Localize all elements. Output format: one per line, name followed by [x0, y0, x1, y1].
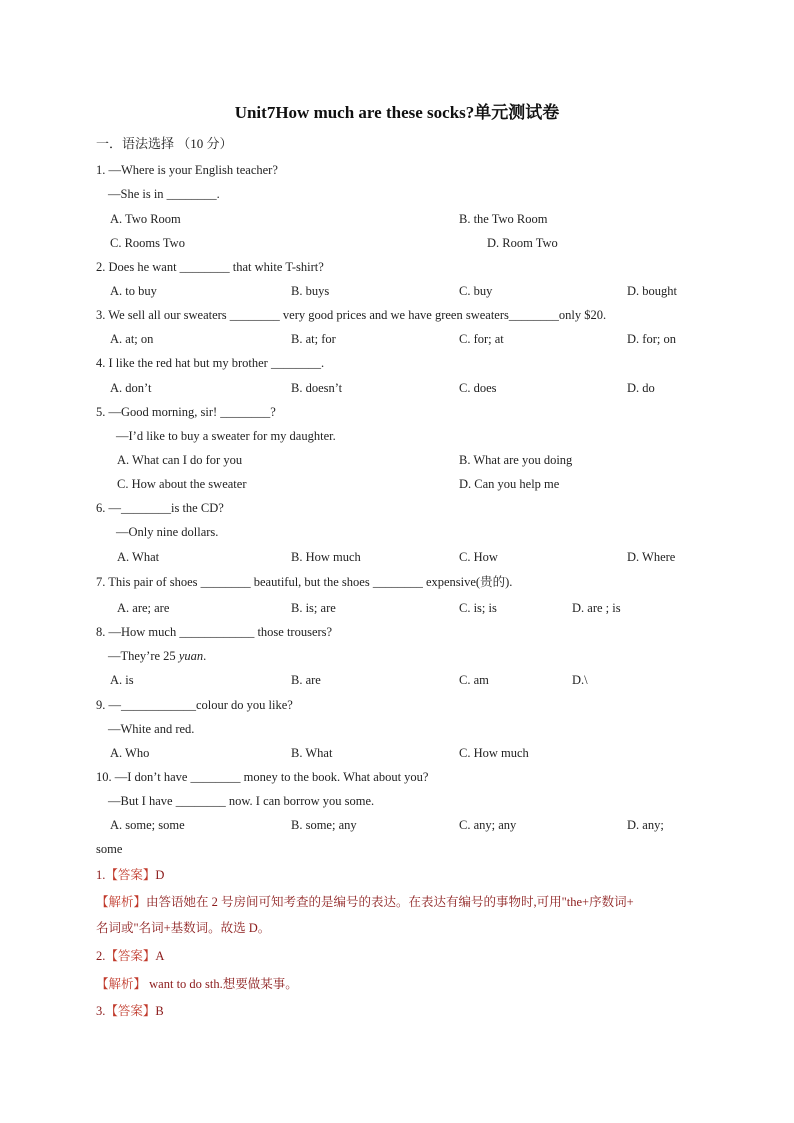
question-5-option-a: A. What can I do for you	[117, 453, 243, 467]
question-3-option-c: C. for; at	[459, 332, 504, 346]
question-1-dialogue: —She is in ________.	[108, 187, 220, 201]
question-10-dialogue: —But I have ________ now. I can borrow you some.	[108, 794, 375, 808]
question-2-option-d: D. bought	[627, 284, 677, 298]
question-5-dialogue: —I’d like to buy a sweater for my daughter.	[116, 429, 336, 443]
question-8-dialogue-post: .	[203, 649, 207, 663]
question-8-option-d: D.\	[572, 673, 588, 687]
question-7-option-d: D. are ; is	[572, 601, 621, 615]
question-3-option-b: B. at; for	[291, 332, 336, 346]
question-10-option-d-wrap: some	[96, 842, 123, 856]
question-8-option-b: B. are	[291, 673, 321, 687]
question-8-dialogue-italic: yuan	[178, 649, 204, 663]
question-5: 5. —Good morning, sir! ________?	[96, 405, 276, 419]
question-9: 9. —____________colour do you like?	[96, 698, 293, 712]
explanation-1	[96, 894, 634, 910]
question-6-option-d: D. Where	[627, 550, 676, 564]
question-9-option-a: A. Who	[110, 746, 150, 760]
question-4-option-b: B. doesn’t	[291, 381, 343, 395]
question-1-option-d: D. Room Two	[487, 236, 558, 250]
question-5-option-d: D. Can you help me	[459, 477, 560, 491]
question-10: 10. —I don’t have ________ money to the book. What about you?	[96, 770, 429, 784]
question-6-option-c: C. How	[459, 550, 498, 564]
answer-2-num: 2.	[96, 949, 106, 963]
page-title: Unit7How much are these socks?单元测试卷	[234, 103, 560, 122]
question-2-option-b: B. buys	[291, 284, 330, 298]
explanation-1-cont: 名词或"名词+基数词。故选 D。	[96, 921, 271, 935]
question-9-option-b: B. What	[291, 746, 333, 760]
question-3: 3. We sell all our sweaters ________ very good prices and we have green sweaters________only $20.	[96, 308, 607, 322]
question-9-option-c: C. How much	[459, 746, 529, 760]
question-7-option-a: A. are; are	[117, 601, 170, 615]
explanation-2-text: want to do sth.想要做某事。	[146, 977, 298, 991]
question-1-option-b: B. the Two Room	[459, 212, 548, 226]
answer-2-value: A	[155, 949, 165, 963]
question-3-option-d: D. for; on	[627, 332, 676, 346]
answer-1-num: 1.	[96, 868, 106, 882]
question-6-option-a: A. What	[117, 550, 160, 564]
question-1-option-c: C. Rooms Two	[110, 236, 185, 250]
question-7: 7. This pair of shoes ________ beautiful, but the shoes ________ expensive(贵的).	[96, 575, 513, 589]
section-heading: 一．语法选择 （10 分）	[96, 136, 233, 151]
explanation-1-tag: 【解析】	[96, 895, 147, 909]
question-2: 2. Does he want ________ that white T-shirt?	[96, 260, 324, 274]
explanation-2-tag: 【解析】	[96, 977, 147, 991]
question-10-option-d: D. any;	[627, 818, 664, 832]
question-2-option-c: C. buy	[459, 284, 493, 298]
question-1: 1. —Where is your English teacher?	[96, 163, 278, 177]
question-10-option-a: A. some; some	[110, 818, 185, 832]
question-5-option-b: B. What are you doing	[459, 453, 573, 467]
answer-3-num: 3.	[96, 1004, 106, 1018]
question-6: 6. —________is the CD?	[96, 501, 224, 515]
question-4-option-c: C. does	[459, 381, 497, 395]
question-8: 8. —How much ____________ those trousers?	[96, 625, 333, 639]
question-9-dialogue: —White and red.	[108, 722, 195, 736]
answer-3-value: B	[155, 1004, 164, 1018]
question-2-option-a: A. to buy	[110, 284, 157, 298]
question-6-option-b: B. How much	[291, 550, 361, 564]
answer-2-tag: 【答案】	[105, 949, 156, 963]
question-10-option-c: C. any; any	[459, 818, 517, 832]
question-7-option-b: B. is; are	[291, 601, 336, 615]
answer-1	[96, 867, 164, 883]
answer-3-tag: 【答案】	[105, 1004, 156, 1018]
question-10-option-b: B. some; any	[291, 818, 357, 832]
question-3-option-a: A. at; on	[110, 332, 154, 346]
question-4-option-d: D. do	[627, 381, 655, 395]
answer-1-value: D	[155, 868, 165, 882]
question-7-option-c: C. is; is	[459, 601, 497, 615]
question-8-dialogue-pre: —They’re 25	[108, 649, 179, 663]
answer-3	[96, 1003, 164, 1019]
question-4: 4. I like the red hat but my brother ________.	[96, 356, 325, 370]
answer-1-tag: 【答案】	[105, 868, 156, 882]
question-8-option-c: C. am	[459, 673, 489, 687]
question-4-option-a: A. don’t	[110, 381, 152, 395]
explanation-1-text: 由答语她在 2 号房间可知考查的是编号的表达。在表达有编号的事物时,可用"the+序数词+	[146, 895, 634, 909]
question-1-option-a: A. Two Room	[110, 212, 181, 226]
question-5-option-c: C. How about the sweater	[117, 477, 247, 491]
question-6-dialogue: —Only nine dollars.	[116, 525, 219, 539]
explanation-2	[96, 976, 298, 992]
answer-2	[96, 948, 164, 964]
question-8-option-a: A. is	[110, 673, 134, 687]
question-8-dialogue	[108, 648, 206, 664]
